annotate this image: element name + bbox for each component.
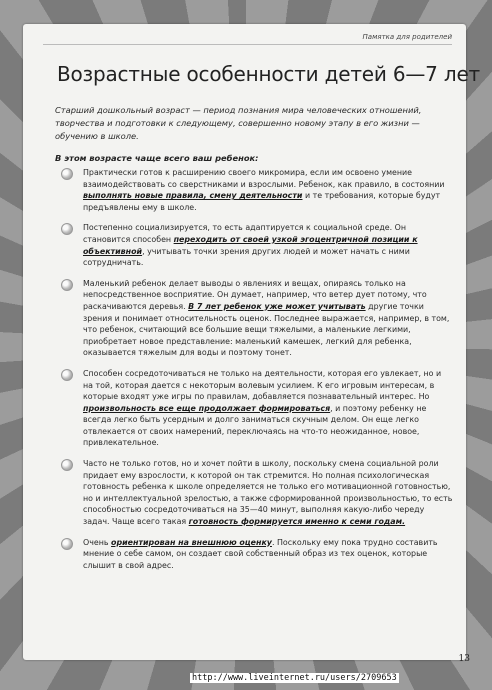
item-text: Способен сосредоточиваться не только на деятельности, которая его увлекает, но и на той, которая дается с некоторым волевым усилием. К его игровым интересам, в которые входят уже игры по правилам, добавляется познавательный интерес. Но <box>83 368 442 402</box>
bullet-icon <box>61 459 73 471</box>
item-text: Маленький ребенок делает выводы о явлениях и вещах, опираясь только на непосредственное восприятие. Он думает, например, что ветер дует потому, что раскачиваются деревья. <box>83 278 427 311</box>
emphasis-text: В 7 лет ребенок уже может учитывать <box>188 301 366 311</box>
emphasis-text: выполнять новые правила, смену деятельности <box>83 191 303 201</box>
bullet-icon <box>61 168 73 180</box>
bullet-icon <box>61 279 73 291</box>
list-item <box>61 167 453 213</box>
document-page <box>23 24 481 664</box>
page-title: Возрастные особенности детей 6—7 лет <box>57 62 481 86</box>
item-text: другие точки зрения и понимает относительность оценок. Последнее выражается, например, в том, что ребенок, считающий все большие вещи тяжелыми, а маленькие легкими, приобретает новое представление: маленький камешек, легкий для ребенка, оказывается тяжелым для воды и поэтому тонет. <box>83 301 450 358</box>
list-item <box>61 458 453 528</box>
item-text: . Поскольку ему пока трудно составить мнение о себе самом, он создает свой собственный образ из тех оценок, которые слышит в свой адрес. <box>83 537 438 570</box>
emphasis-text: произвольность все еще продолжает формироваться <box>83 403 331 413</box>
item-text: и те требования, которые будут предъявлены ему в школе. <box>83 191 441 212</box>
intro-paragraph: Старший дошкольный возраст — период познания мира человеческих отношений, творчества и подготовки к следующему, совершенно новому этапу в его жизни — обучению в школе. <box>55 105 422 141</box>
item-text: Постепенно социализируется, то есть адаптируется к социальной среде. Он становится способен <box>83 223 407 244</box>
footer-url: http://www.liveinternet.ru/users/2709653 <box>192 673 397 683</box>
item-text: Часто не только готов, но и хочет пойти в школу, поскольку смена социальной роли придает ему взрослости, к которой он так стремится. Но полная психологическая готовность ребенка к школе определяется не только его мотивационной готовностью, но и интеллектуальной зрелостью, а также сформированной произвольностью, то есть способностью сосредоточиваться на 35—40 минут, выполняя какую-либо череду задач. Чаще всего такая <box>83 459 453 527</box>
header-label: Памятка для родителей <box>362 33 452 41</box>
list-heading: В этом возрасте чаще всего ваш ребенок: <box>55 153 259 163</box>
list-item <box>61 368 453 449</box>
list-item <box>61 278 453 359</box>
item-text: Очень <box>83 537 112 547</box>
emphasis-text: ориентирован на внешнюю оценку <box>111 537 272 547</box>
emphasis-text: готовность формируется именно к семи годам. <box>188 517 406 527</box>
bullet-icon <box>61 538 73 550</box>
bullet-icon <box>61 369 73 381</box>
emphasis-text: переходить от своей узкой эгоцентричной позиции к объективной <box>83 234 418 256</box>
item-text: , учитывать точки зрения других людей и может начать с ними сотрудничать. <box>83 246 410 268</box>
list-item <box>61 537 453 572</box>
list-item <box>61 222 453 268</box>
page-number: 13 <box>458 654 470 664</box>
bullet-icon <box>61 223 73 235</box>
item-text: Практически готов к расширению своего микромира, если им освоено умение взаимодействовать со сверстниками и взрослыми. Ребенок, как правило, в состоянии <box>83 168 445 189</box>
traits-list <box>61 167 453 580</box>
header-divider <box>43 44 452 45</box>
item-text: , и поэтому ребенку не всегда легко быть усердным и долго заниматься скучным делом. Он еще легко отвлекается от своих намерений, переключаясь на что-то неожиданное, новое, привлекательное. <box>83 403 427 448</box>
